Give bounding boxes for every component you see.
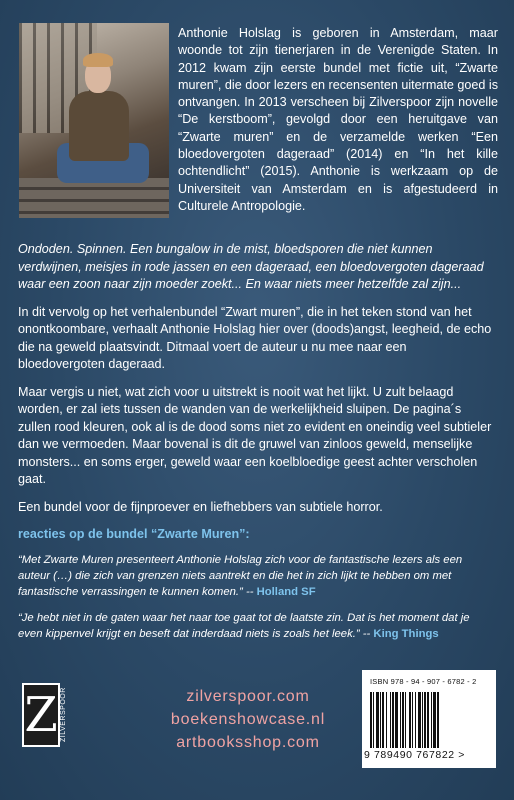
review-1-text: “Met Zwarte Muren presenteert Anthonie Holslag zich voor de fantastische lezers als een auteur (…) die zich van grenzen niets aantrekt en die het in zich lijkt te hebben om met fantastische verrassingen te kunnen komen.” --	[18, 553, 463, 598]
publisher-logo	[22, 683, 60, 747]
barcode-bar	[405, 692, 406, 748]
barcode-bar	[370, 692, 372, 748]
barcode-bar	[412, 692, 413, 748]
back-cover-text	[18, 241, 496, 652]
description-paragraph-3: Een bundel voor de fijnproever en liefhebbers van subtiele horror.	[18, 499, 383, 514]
website-links	[158, 685, 338, 754]
barcode-bar	[376, 692, 379, 748]
barcode-bar	[427, 692, 429, 748]
isbn-label: ISBN 978 - 94 - 907 - 6782 - 2	[370, 677, 477, 686]
reviews-heading: reacties op de bundel “Zwarte Muren”:	[18, 527, 250, 541]
publisher-name: ZILVERSPOOR	[60, 687, 67, 743]
review-2-source: King Things	[373, 627, 439, 640]
barcode-bar	[380, 692, 381, 748]
link-artbooksshop[interactable]: artbooksshop.com	[176, 734, 320, 751]
barcode-bar	[422, 692, 423, 748]
barcode	[370, 692, 488, 748]
barcode-bar	[437, 692, 439, 748]
barcode-bar	[392, 692, 394, 748]
barcode-bar	[433, 692, 436, 748]
author-photo	[19, 23, 169, 218]
link-zilverspoor[interactable]: zilverspoor.com	[186, 688, 310, 705]
intro-text: Ondoden. Spinnen. Een bungalow in de mist, bloedsporen die niet kunnen verdwijnen, meisjes in rode jassen en een dageraad, een bloedovergoten dageraad waar een zoon naar zijn moeder zoekt... En waar niets meer hetzelfde zal zijn...	[18, 242, 484, 291]
barcode-bar	[402, 692, 404, 748]
barcode-bar	[373, 692, 374, 748]
barcode-bar	[395, 692, 398, 748]
description-paragraph-2: Maar vergis u niet, wat zich voor u uitstrekt is nooit wat het lijkt. U zult belaagd worden, er zal iets tussen de wanden van de werkelijkheid sluipen. De pagina´s zullen rood kleuren, ook al is de dood soms niet zo evident en oneindig veel subtieler dan we vermoeden. Maar bovenal is dit de gruwel van zinloos geweld, menselijke monsters... en soms erger, geweld waar een koelbloedige geest achter verscholen gaat.	[18, 384, 492, 486]
barcode-block	[362, 670, 496, 768]
review-2-text: “Je hebt niet in de gaten waar het naar toe gaat tot de laatste zin. Dat is het moment dat je even kippenvel krijgt en beseft dat inderdaad niets is zoals het leek.” --	[18, 611, 470, 640]
barcode-bar	[386, 692, 387, 748]
description-paragraph-1: In dit vervolg op het verhalenbundel “Zwart muren”, die in het teken stond van het onontkoombare, verhaalt Anthonie Holslag hier over (doods)angst, leegheid, de echo die na geweld plaatsvindt. Ditmaal voert de auteur u nu mee naar een bloedovergoten dageraad.	[18, 304, 492, 371]
link-boekenshowcase[interactable]: boekenshowcase.nl	[170, 711, 326, 728]
publisher-logo-glyph: Z	[24, 687, 58, 743]
author-bio: Anthonie Holslag is geboren in Amsterdam, maar woonde tot zijn tienerjaren in de Verenigde Staten. In 2012 kwam zijn eerste bundel met fictie uit, “Zwarte muren”, die door lezers en recensenten uitermate goed is ontvangen. In 2013 verscheen bij Zilverspoor zijn novelle “De kerstboom”, gevolgd door een heruitgave van “Zwarte muren” en de verzamelde werken “Een bloedovergoten dageraad” (2014) en “In het kille ochtendlicht” (2015). Anthonie is werkzaam op de Universiteit van Amsterdam en is afgestudeerd in Culturele Antropologie.	[178, 26, 498, 213]
barcode-bar	[431, 692, 432, 748]
review-1-source: Holland SF	[256, 585, 316, 598]
barcode-bar	[390, 692, 391, 748]
barcode-bar	[382, 692, 384, 748]
barcode-bar	[409, 692, 411, 748]
review-2	[18, 610, 496, 642]
barcode-bar	[418, 692, 421, 748]
barcode-number: 9 789490 767822 >	[364, 749, 465, 761]
barcode-bar	[400, 692, 401, 748]
barcode-bar	[424, 692, 426, 748]
review-1	[18, 552, 496, 600]
barcode-bar	[415, 692, 416, 748]
